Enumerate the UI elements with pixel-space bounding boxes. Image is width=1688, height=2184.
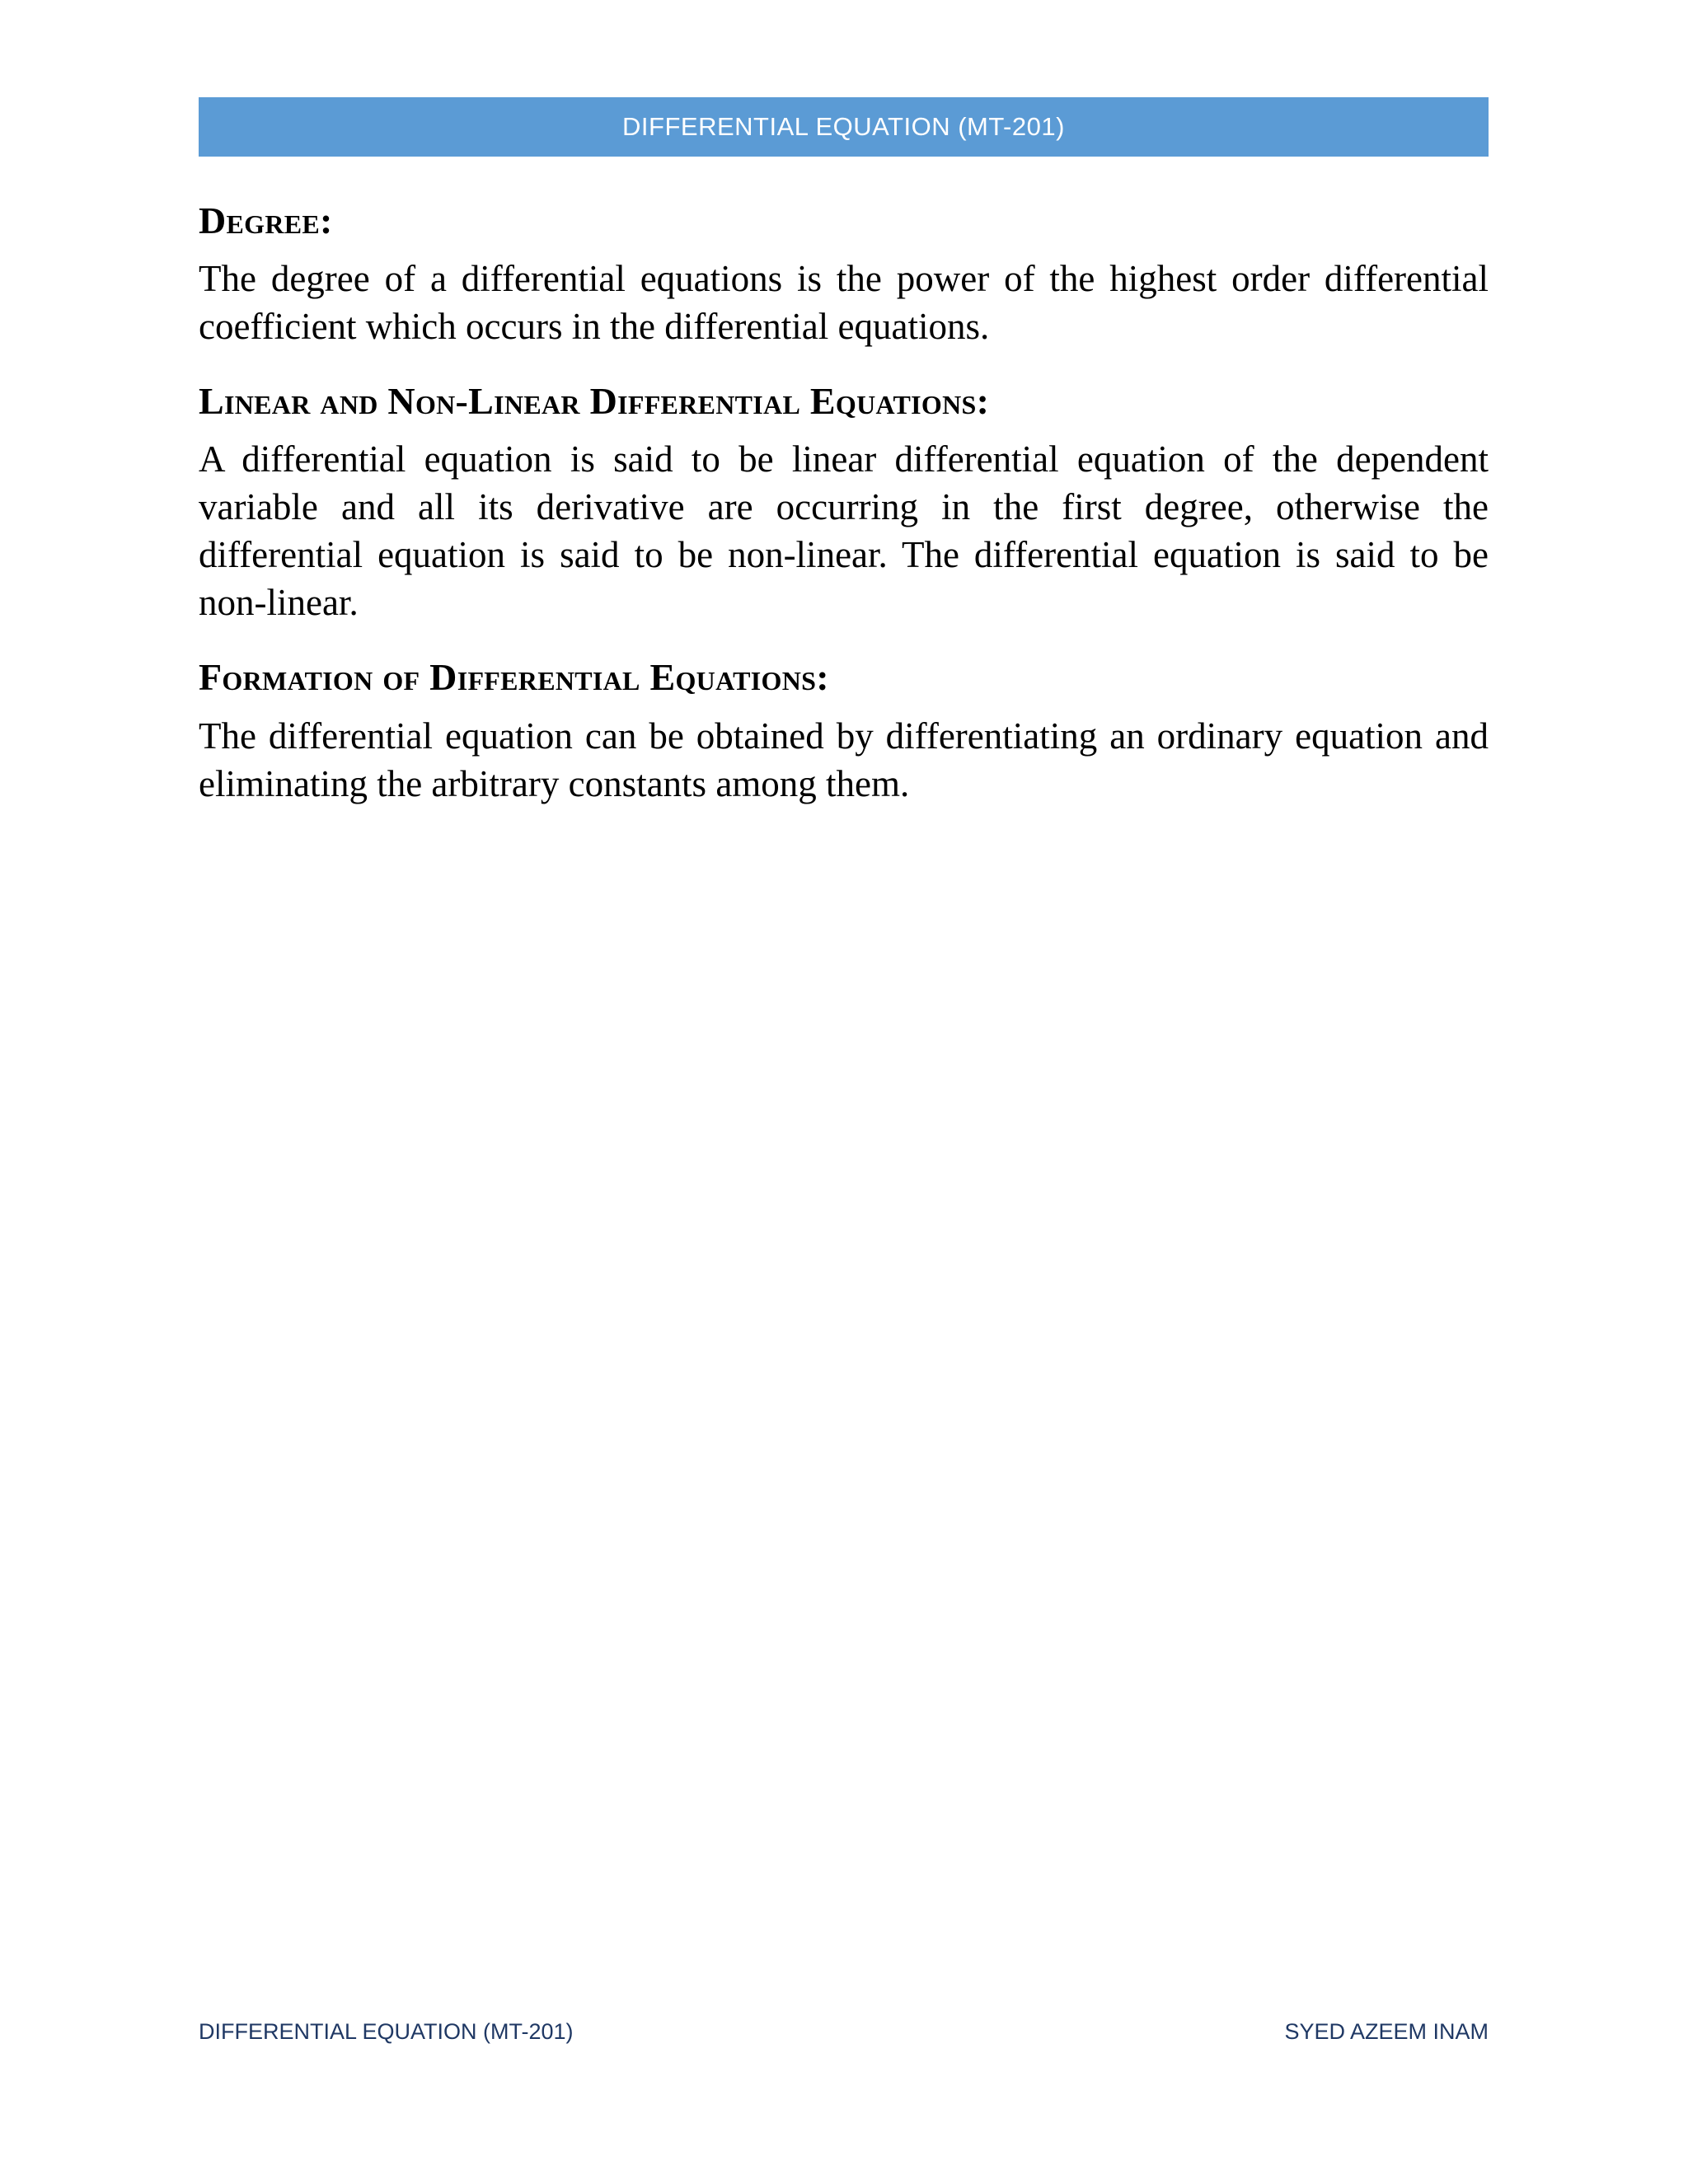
section-body: The differential equation can be obtained by differentiating an ordinary equation and eliminating the arbitrary constants among them. — [199, 715, 1489, 804]
section-heading: Formation of Differential Equations: — [199, 656, 829, 699]
section-heading: Degree: — [199, 199, 333, 241]
section-heading: Linear and Non-Linear Differential Equations: — [199, 380, 990, 423]
page-header: DIFFERENTIAL EQUATION (MT-201) — [199, 97, 1489, 157]
section-body: A differential equation is said to be linear differential equation of the dependent variable and all its derivative are occurring in the first degree, otherwise the differential equation is said to be non-linear. The differential equation is said to be non-linear. — [199, 438, 1489, 624]
section-body: The degree of a differential equations is the power of the highest order differential coefficient which occurs in the differential equations. — [199, 258, 1489, 348]
section-degree — [199, 198, 1489, 350]
footer-author: SYED AZEEM INAM — [1284, 2019, 1489, 2044]
page-content — [199, 198, 1489, 836]
footer-course-title: DIFFERENTIAL EQUATION (MT-201) — [199, 2019, 574, 2044]
section-linear-nonlinear — [199, 378, 1489, 626]
section-formation — [199, 654, 1489, 807]
